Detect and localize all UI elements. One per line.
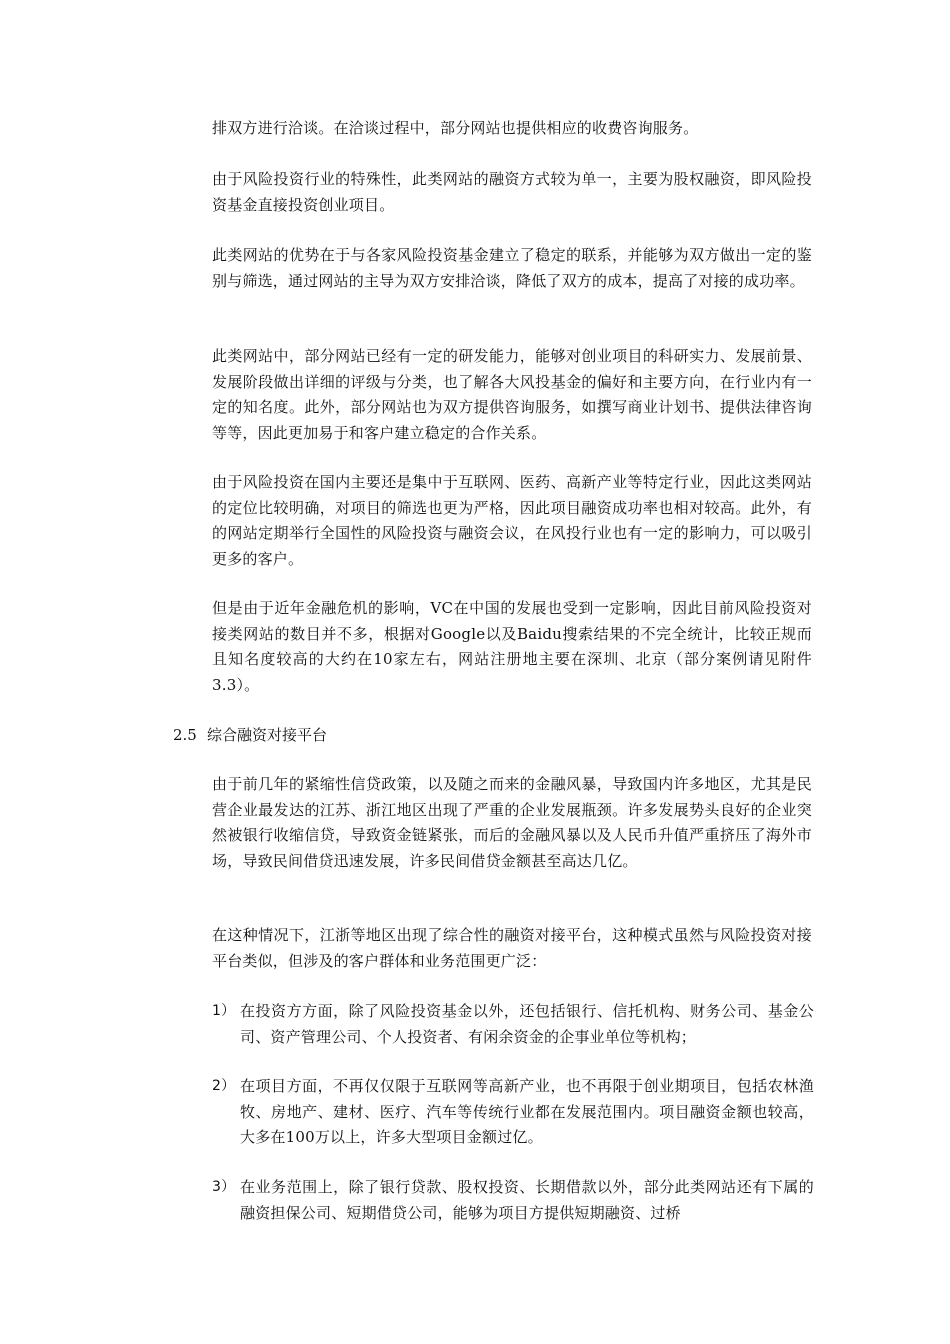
list-item-2 — [212, 1074, 814, 1151]
paragraph-5: 由于风险投资在国内主要还是集中于互联网、医药、高新产业等特定行业，因此这类网站的定位比较明确，对项目的筛选也更为严格，因此项目融资成功率也相对较高。此外，有的网站定期举行全国性的风险投资与融资会议，在风投行业也有一定的影响力，可以吸引更多的客户。 — [212, 473, 812, 568]
section-paragraph-2: 在这种情况下，江浙等地区出现了综合性的融资对接平台，这种模式虽然与风险投资对接平台类似，但涉及的客户群体和业务范围更广泛： — [212, 926, 812, 970]
list-item-1 — [212, 999, 814, 1050]
list-item-text: 在投资方方面，除了风险投资基金以外，还包括银行、信托机构、财务公司、基金公司、资产管理公司、个人投资者、有闲余资金的企事业单位等机构； — [240, 1002, 814, 1046]
list-marker: 3） — [212, 1179, 236, 1195]
list-item-text: 在业务范围上，除了银行贷款、股权投资、长期借款以外，部分此类网站还有下属的融资担保公司、短期借贷公司，能够为项目方提供短期融资、过桥 — [240, 1178, 814, 1222]
paragraph-1: 排双方进行洽谈。在洽谈过程中，部分网站也提供相应的收费咨询服务。 — [212, 119, 699, 137]
section-paragraph-1: 由于前几年的紧缩性信贷政策，以及随之而来的金融风暴，导致国内许多地区，尤其是民营企业最发达的江苏、浙江地区出现了严重的企业发展瓶颈。许多发展势头良好的企业突然被银行收缩信贷，导致资金链紧张，而后的金融风暴以及人民币升值严重挤压了海外市场，导致民间借贷迅速发展，许多民间借贷金额甚至高达几亿。 — [212, 775, 812, 870]
list-item-text: 在项目方面，不再仅仅限于互联网等高新产业，也不再限于创业期项目，包括农林渔牧、房地产、建材、医疗、汽车等传统行业都在发展范围内。项目融资金额也较高，大多在100万以上，许多大型项目金额过亿。 — [240, 1077, 814, 1146]
list-marker: 1） — [212, 1003, 236, 1019]
section-title: 综合融资对接平台 — [207, 726, 328, 744]
paragraph-4: 此类网站中，部分网站已经有一定的研发能力，能够对创业项目的科研实力、发展前景、发展阶段做出详细的评级与分类，也了解各大风投基金的偏好和主要方向，在行业内有一定的知名度。此外，部分网站也为双方提供咨询服务，如撰写商业计划书、提供法律咨询等等，因此更加易于和客户建立稳定的合作关系。 — [212, 347, 812, 442]
section-heading — [173, 723, 327, 749]
paragraph-3: 此类网站的优势在于与各家风险投资基金建立了稳定的联系，并能够为双方做出一定的鉴别与筛选，通过网站的主导为双方安排洽谈，降低了双方的成本，提高了对接的成功率。 — [212, 246, 812, 290]
list-marker: 2） — [212, 1078, 236, 1094]
section-number: 2.5 — [173, 726, 197, 744]
list-item-3 — [212, 1175, 814, 1226]
paragraph-2: 由于风险投资行业的特殊性，此类网站的融资方式较为单一，主要为股权融资，即风险投资基金直接投资创业项目。 — [212, 170, 812, 214]
paragraph-6: 但是由于近年金融危机的影响，VC在中国的发展也受到一定影响，因此目前风险投资对接类网站的数目并不多，根据对Google以及Baidu搜索结果的不完全统计，比较正规而且知名度较高的大约在10家左右，网站注册地主要在深圳、北京（部分案例请见附件3.3）。 — [212, 599, 812, 694]
